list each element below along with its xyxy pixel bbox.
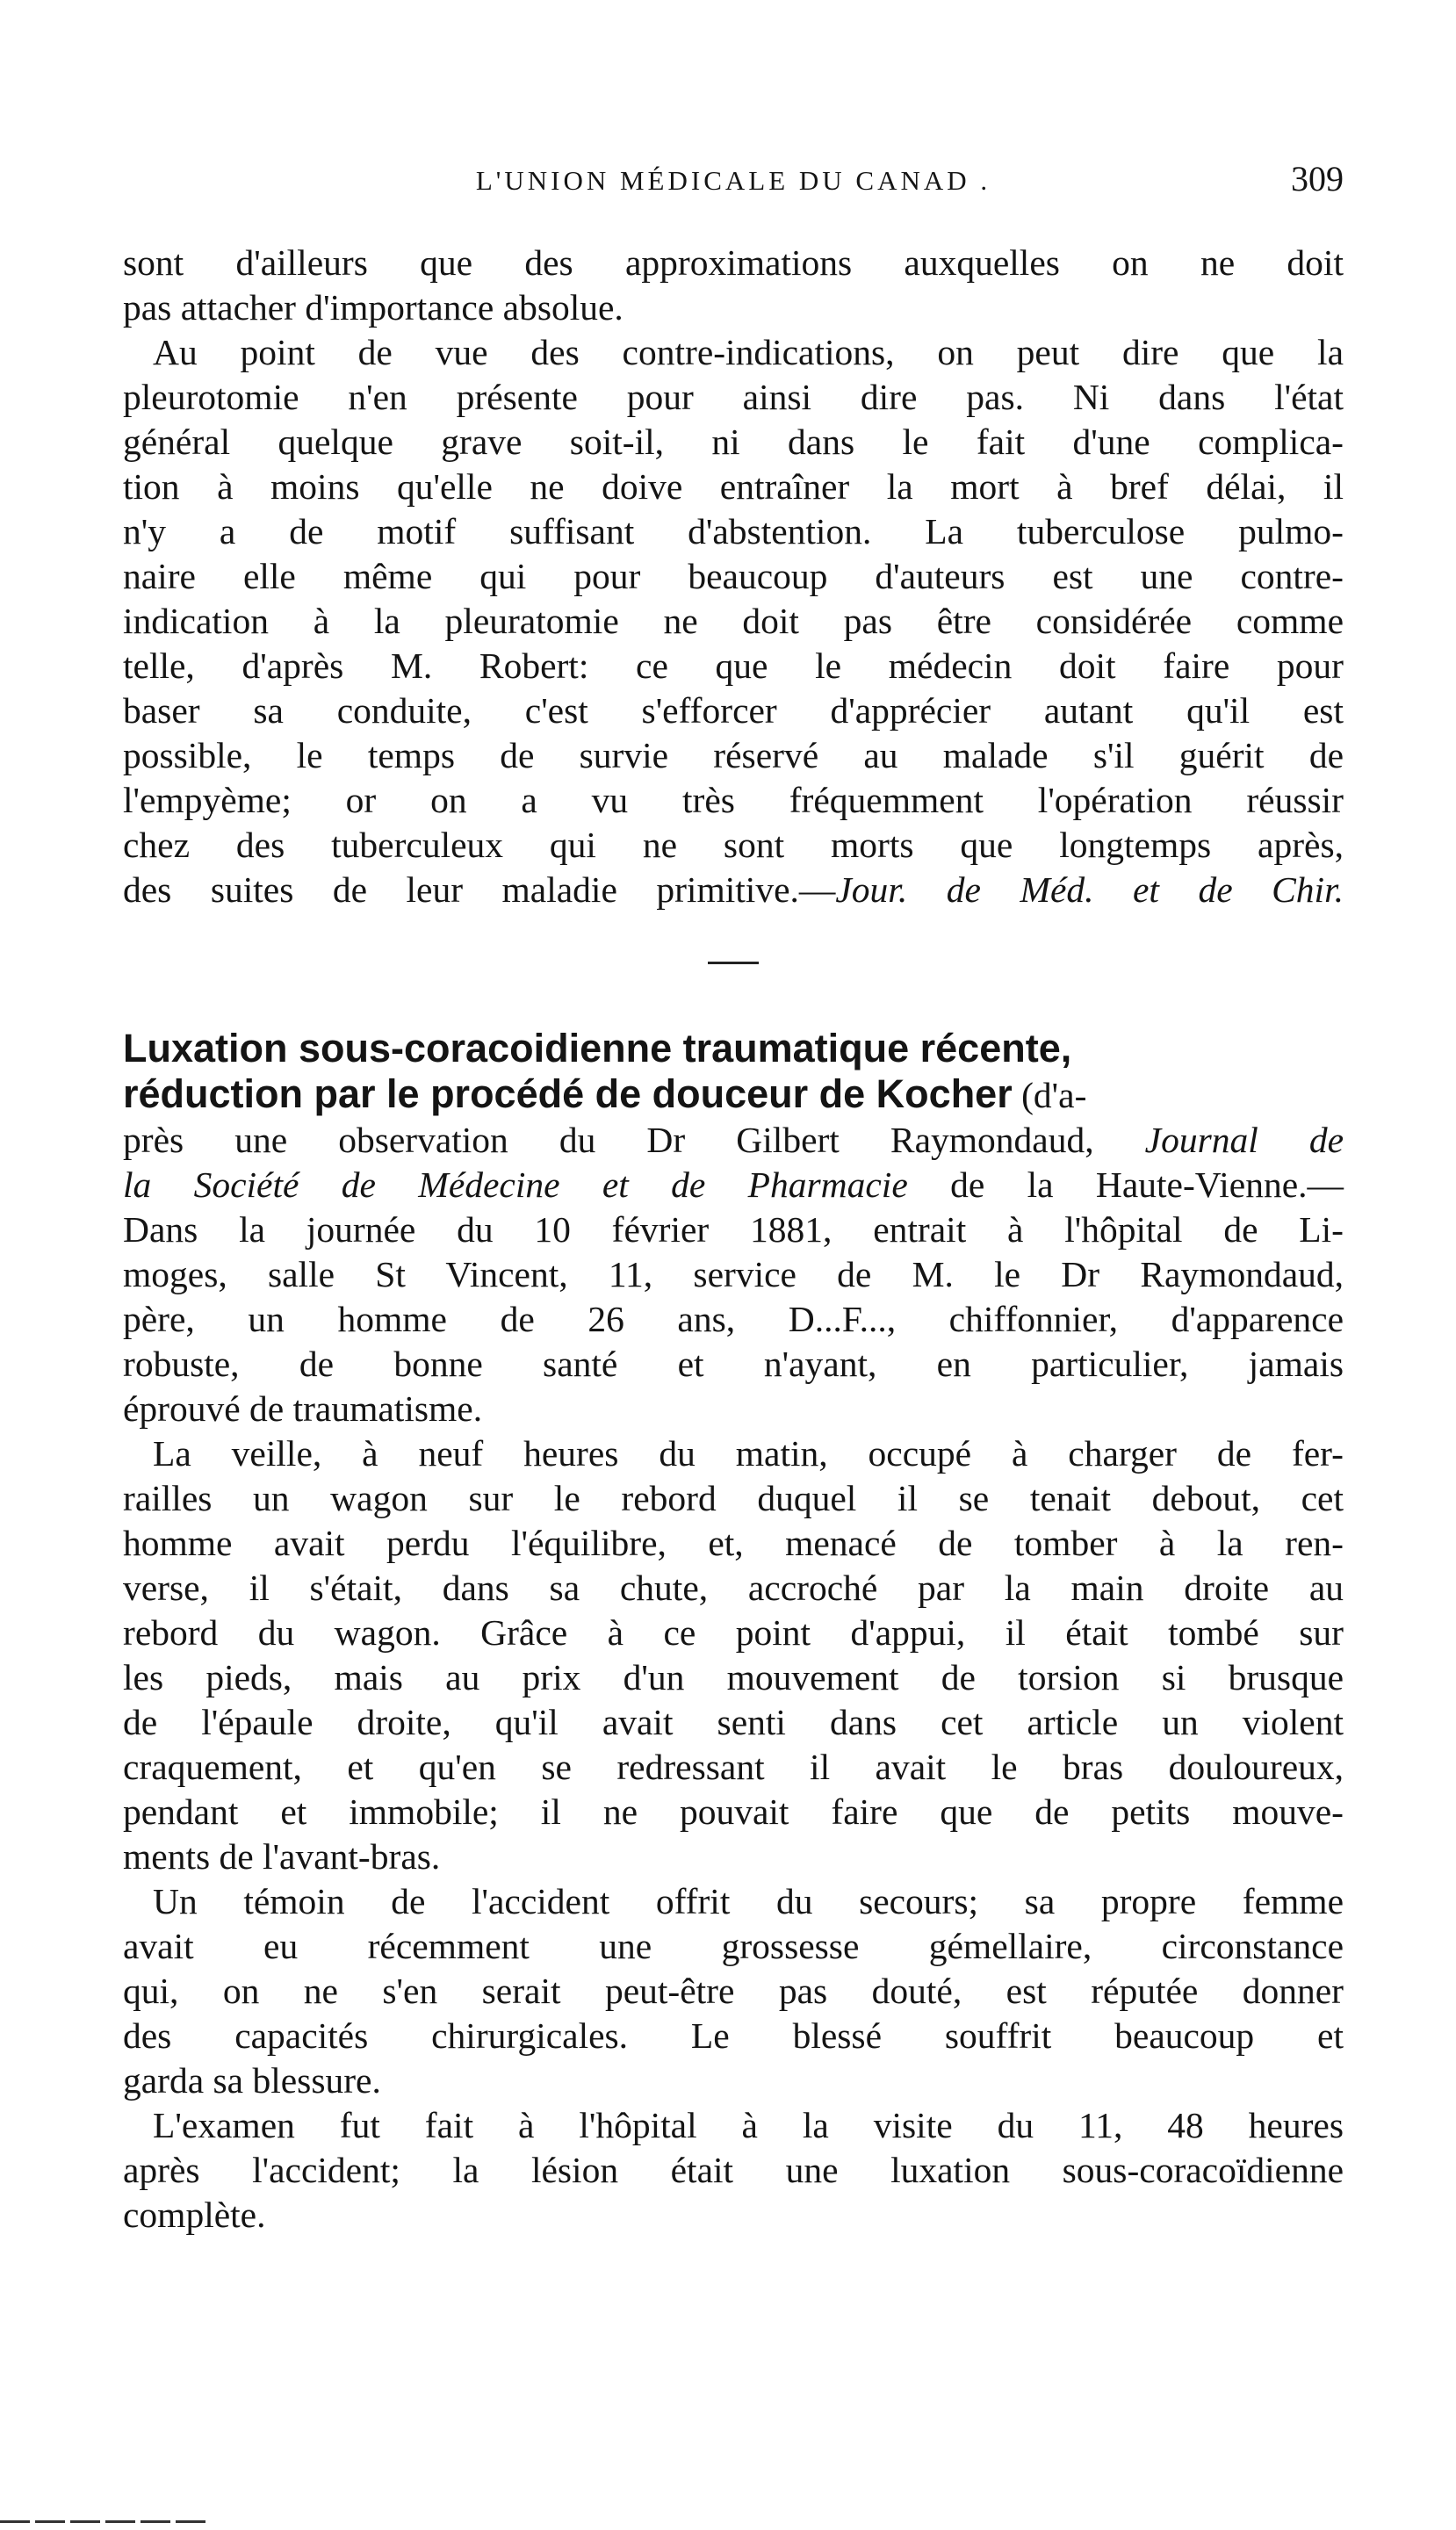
paragraph-contre-indications [123, 330, 1344, 912]
text-line: avait eu récemment une grossesse gémellaire, circonstance [123, 1926, 1344, 1966]
text-line: ments de l'avant-bras. [123, 1836, 441, 1877]
text-line [123, 1118, 1344, 1163]
text-line: railles un wagon sur le rebord duquel il se tenait debout, cet [123, 1478, 1344, 1518]
paragraph-accident [123, 1431, 1344, 1879]
text-line: baser sa conduite, c'est s'efforcer d'apprécier autant qu'il est [123, 690, 1344, 731]
text-line: Un témoin de l'accident offrit du secours; sa propre femme [153, 1881, 1344, 1921]
text-line: rebord du wagon. Grâce à ce point d'appui, il était tombé sur [123, 1612, 1344, 1653]
text-line: sont d'ailleurs que des approximations auxquelles on ne doit [123, 242, 1344, 283]
text-line: complète. [123, 2195, 266, 2235]
paragraph-temoin [123, 1879, 1344, 2103]
text-line: Dans la journée du 10 février 1881, entrait à l'hôpital de Li- [123, 1209, 1344, 1250]
running-title: L'UNION MÉDICALE DU CANAD . [475, 165, 991, 196]
text-line: robuste, de bonne santé et n'ayant, en particulier, jamais [123, 1344, 1344, 1384]
text-line: possible, le temps de survie réservé au malade s'il guérit de [123, 735, 1344, 775]
article-luxation [123, 1026, 1344, 1431]
text-line: général quelque grave soit-il, ni dans le fait d'une complica- [123, 422, 1344, 462]
heading-run: réduction par le procédé de douceur de Kocher [123, 1071, 1013, 1116]
text-run: des suites de leur maladie primitive.— [123, 869, 836, 910]
text-line: pas attacher d'importance absolue. [123, 287, 623, 328]
running-head [123, 158, 1344, 211]
text-line: qui, on ne s'en serait peut-être pas douté, est réputée donner [123, 1971, 1344, 2011]
journal-title: Journal de [1144, 1120, 1344, 1160]
text-line: des capacités chirurgicales. Le blessé souffrit beaucoup et [123, 2015, 1344, 2056]
paragraph-examen [123, 2103, 1344, 2238]
text-run: de la Haute-Vienne.— [907, 1164, 1344, 1205]
bottom-edge-rule [0, 2520, 207, 2523]
text-line: n'y a de motif suffisant d'abstention. La tuberculose pulmo- [123, 511, 1344, 551]
text-line: les pieds, mais au prix d'un mouvement de torsion si brusque [123, 1657, 1344, 1697]
text-line: verse, il s'était, dans sa chute, accroché par la main droite au [123, 1568, 1344, 1608]
paragraph-continuation [123, 241, 1344, 330]
text-line: moges, salle St Vincent, 11, service de M. le Dr Raymondaud, [123, 1254, 1344, 1294]
text-run: près une observation du Dr Gilbert Raymondaud, [123, 1120, 1145, 1160]
text-line: après l'accident; la lésion était une luxation sous-coracoïdienne [123, 2150, 1344, 2190]
journal-title-continued: la Société de Médecine et de Pharmacie [123, 1164, 908, 1205]
article-heading: Luxation sous-coracoidienne traumatique récente, [123, 1026, 1072, 1070]
text-line: garda sa blessure. [123, 2060, 381, 2101]
text-line: éprouvé de traumatisme. [123, 1388, 483, 1429]
text-line: tion à moins qu'elle ne doive entraîner la mort à bref délai, il [123, 466, 1344, 507]
text-line [123, 1163, 1344, 1207]
text-line: homme avait perdu l'équilibre, et, menacé de tomber à la ren- [123, 1523, 1344, 1563]
text-line: indication à la pleuratomie ne doit pas être considérée comme [123, 601, 1344, 641]
text-line: L'examen fut fait à l'hôpital à la visite du 11, 48 heures [153, 2105, 1344, 2145]
text-line: l'empyème; or on a vu très fréquemment l'opération réussir [123, 780, 1344, 820]
text-line [123, 868, 1344, 912]
text-line: pleurotomie n'en présente pour ainsi dire pas. Ni dans l'état [123, 377, 1344, 417]
section-separator [708, 962, 759, 964]
text-line: naire elle même qui pour beaucoup d'auteurs est une contre- [123, 556, 1344, 596]
text-line: chez des tuberculeux qui ne sont morts que longtemps après, [123, 825, 1344, 865]
text-line: pendant et immobile; il ne pouvait faire que de petits mouve- [123, 1791, 1344, 1832]
text-line: craquement, et qu'en se redressant il avait le bras douloureux, [123, 1747, 1344, 1787]
text-run: (d'a- [1012, 1075, 1087, 1115]
source-citation: Jour. de Méd. et de Chir. [835, 869, 1344, 910]
text-line: telle, d'après M. Robert: ce que le médecin doit faire pour [123, 645, 1344, 686]
text-line: Au point de vue des contre-indications, on peut dire que la [153, 332, 1344, 372]
article-heading-continued [123, 1071, 1344, 1118]
page-body [123, 158, 1344, 2238]
text-line: La veille, à neuf heures du matin, occupé à charger de fer- [153, 1433, 1344, 1474]
text-line: de l'épaule droite, qu'il avait senti dans cet article un violent [123, 1702, 1344, 1742]
page-number: 309 [1291, 159, 1344, 198]
text-line: père, un homme de 26 ans, D...F..., chiffonnier, d'apparence [123, 1299, 1344, 1339]
